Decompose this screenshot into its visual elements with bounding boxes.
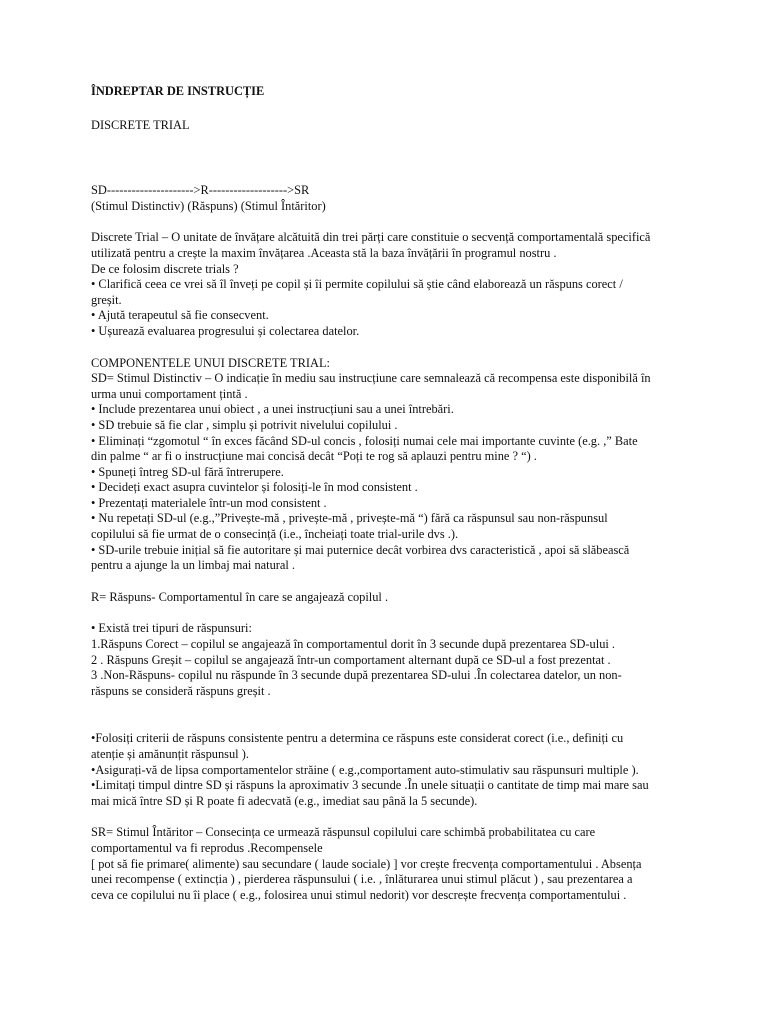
text-line: R= Răspuns- Comportamentul în care se angajează copilul . — [91, 589, 389, 604]
definition-block — [91, 230, 691, 339]
text-line: Discrete Trial – O unitate de învățare alcătuită din trei părți care constituie o secvență comportamentală specifică — [91, 230, 651, 245]
bullet-line: • Există trei tipuri de răspunsuri: — [91, 621, 252, 636]
text-line: [ pot să fie primare( alimente) sau secundare ( laude sociale) ] vor crește frecvența comportamentului . Absența — [91, 856, 642, 871]
text-line: atenție și amănunțit răspunsul ). — [91, 747, 249, 761]
document-title: ÎNDREPTAR DE INSTRUCȚIE — [91, 84, 265, 98]
bullet-line: •Limitați timpul dintre SD și răspuns la aproximativ 3 secunde .În unele situații o cantitate de timp mai mare sau — [91, 778, 649, 793]
text-line: mai mică între SD și R poate fi adecvată (e.g., imediat sau până la 5 secunde). — [91, 793, 478, 808]
spacer — [91, 715, 691, 731]
text-line: pentru a ajunge la un limbaj mai natural . — [91, 558, 296, 573]
text-line: 1.Răspuns Corect – copilul se angajează în comportamentul dorit în 3 secunde după prezentarea SD-ului . — [91, 637, 616, 652]
bullet-line: • Ajută terapeutul să fie consecvent. — [91, 308, 269, 323]
text-line: din palme “ ar fi o instrucțiune mai concisă decât “Poți te rog să aplauzi pentru mine ? “) . — [91, 449, 537, 464]
criteria-block — [91, 731, 691, 809]
bullet-line: • Nu repetați SD-ul (e.g.,”Privește-mă , privește-mă , privește-mă “) fără ca răspunsul sau non-răspunsul — [91, 511, 608, 526]
bullet-line: • Prezentați materialele într-un mod consistent . — [91, 495, 327, 510]
text-line: răspuns se consideră răspuns greșit . — [91, 683, 271, 698]
text-line: SD= Stimul Distinctiv – O indicație în mediu sau instrucțiune care semnalează că recompensa este disponibilă în — [91, 371, 651, 386]
response-types-block — [91, 621, 691, 699]
text-line: 2 . Răspuns Greșit – copilul se angajează într-un comportament alternant după ce SD-ul a fost prezentat . — [91, 652, 611, 667]
text-line: SR= Stimul Întăritor – Consecința ce urmează răspunsul copilului care schimbă probabilitatea cu care — [91, 825, 596, 840]
bullet-line: •Asigurați-vă de lipsa comportamentelor străine ( e.g.,comportament auto-stimulativ sau răspunsuri multiple ). — [91, 762, 639, 777]
text-line: De ce folosim discrete trials ? — [91, 261, 239, 276]
bullet-line: • Decideți exact asupra cuvintelor și folosiți-le în mod consistent . — [91, 480, 418, 495]
bullet-line: • Spuneți întreg SD-ul fără întrerupere. — [91, 464, 284, 479]
bullet-line: • Ușurează evaluarea progresului și colectarea datelor. — [91, 323, 360, 338]
text-line: ceva ce copilului nu îi place ( e.g., folosirea unui stimul nedorit) vor descrește frecvența comportamentului . — [91, 887, 627, 902]
text-line: urma unui comportament țintă . — [91, 386, 248, 401]
text-line: 3 .Non-Răspuns- copilul nu răspunde în 3 secunde după prezentarea SD-ului .În colectarea datelor, un non- — [91, 668, 622, 683]
bullet-line: • SD trebuie să fie clar , simplu și potrivit nivelului copilului . — [91, 417, 398, 432]
bullet-line: • Include prezentarea unui obiect , a unei instrucțiuni sau a unei întrebări. — [91, 402, 454, 417]
bullet-line: • Eliminați “zgomotul “ în exces făcând SD-ul concis , folosiți numai cele mai importante cuvinte (e.g. ,” Bate — [91, 433, 638, 448]
text-line: greșit. — [91, 292, 122, 307]
components-block — [91, 356, 691, 574]
reinforcer-block — [91, 825, 691, 903]
text-line: unei recompense ( extincția ) , pierderea răspunsului ( i.e. , înlăturarea unui stimul plăcut ) , sau prezentarea a — [91, 872, 633, 887]
section-heading: COMPONENTELE UNUI DISCRETE TRIAL: — [91, 355, 330, 370]
diagram-legend: (Stimul Distinctiv) (Răspuns) (Stimul Întăritor) — [91, 198, 326, 213]
text-line: utilizată pentru a crește la maxim învățarea .Aceasta stă la baza învățării în programul nostru . — [91, 245, 557, 260]
diagram-block — [91, 183, 691, 214]
bullet-line: • Clarifică ceea ce vrei să îl înveți pe copil și îi permite copilului să știe când elaborează un răspuns corect / — [91, 277, 623, 292]
text-line: comportamentul va fi reprodus .Recompensele — [91, 840, 323, 855]
document-subtitle: DISCRETE TRIAL — [91, 117, 190, 132]
document-body — [91, 84, 691, 919]
bullet-line: •Folosiți criterii de răspuns consistente pentru a determina ce răspuns este considerat corect (i.e., definiți cu — [91, 731, 624, 746]
diagram-line: SD--------------------->R------------------->SR — [91, 183, 310, 198]
bullet-line: • SD-urile trebuie inițial să fie autoritare și mai puternice decât vorbirea dvs caracteristică , apoi să slăbească — [91, 542, 630, 557]
response-definition — [91, 590, 691, 606]
text-line: copilului să fie urmat de o consecință (i.e., încheiați toate trial-urile dvs .). — [91, 527, 459, 542]
